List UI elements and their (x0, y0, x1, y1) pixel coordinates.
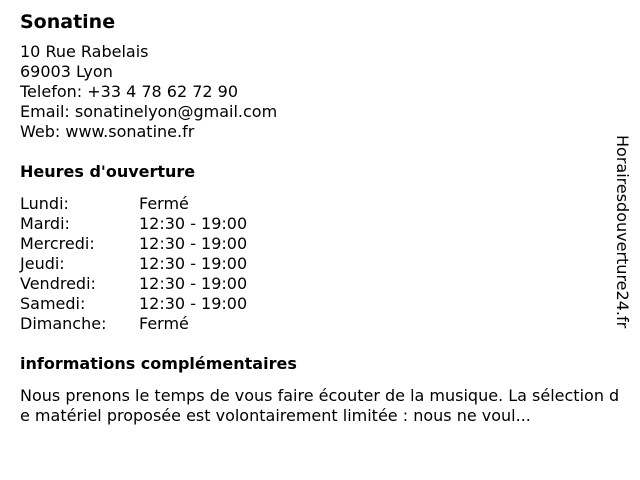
hours-time: 12:30 - 19:00 (139, 234, 248, 253)
business-card (20, 10, 620, 426)
web-line: Web: www.sonatine.fr (20, 122, 195, 141)
hours-row (20, 274, 600, 294)
hours-day: Dimanche: (20, 314, 107, 333)
hours-row (20, 194, 600, 214)
hours-day: Jeudi: (20, 254, 65, 273)
hours-row (20, 234, 600, 254)
hours-row (20, 214, 600, 234)
opening-hours-title: Heures d'ouverture (20, 162, 196, 181)
hours-time: 12:30 - 19:00 (139, 254, 248, 273)
additional-info-text: Nous prenons le temps de vous faire écouter de la musique. La sélection de matériel proposée est volontairement limitée : nous ne voul... (20, 386, 620, 425)
hours-time: 12:30 - 19:00 (139, 274, 248, 293)
hours-day: Mardi: (20, 214, 70, 233)
email-line: Email: sonatinelyon@gmail.com (20, 102, 278, 121)
address-line2: 69003 Lyon (20, 62, 113, 81)
hours-day: Vendredi: (20, 274, 96, 293)
opening-hours-table (20, 194, 600, 334)
hours-time: Fermé (139, 314, 189, 333)
hours-row (20, 314, 600, 334)
hours-row (20, 294, 600, 314)
hours-time: 12:30 - 19:00 (139, 294, 248, 313)
additional-info-title: informations complémentaires (20, 354, 297, 373)
side-watermark-text: Horairesdouverture24.fr (613, 135, 632, 329)
hours-day: Mercredi: (20, 234, 95, 253)
business-name: Sonatine (20, 11, 116, 33)
hours-time: 12:30 - 19:00 (139, 214, 248, 233)
address-line1: 10 Rue Rabelais (20, 42, 149, 61)
phone-line: Telefon: +33 4 78 62 72 90 (20, 82, 239, 101)
hours-time: Fermé (139, 194, 189, 213)
hours-day: Lundi: (20, 194, 69, 213)
hours-row (20, 254, 600, 274)
hours-day: Samedi: (20, 294, 86, 313)
